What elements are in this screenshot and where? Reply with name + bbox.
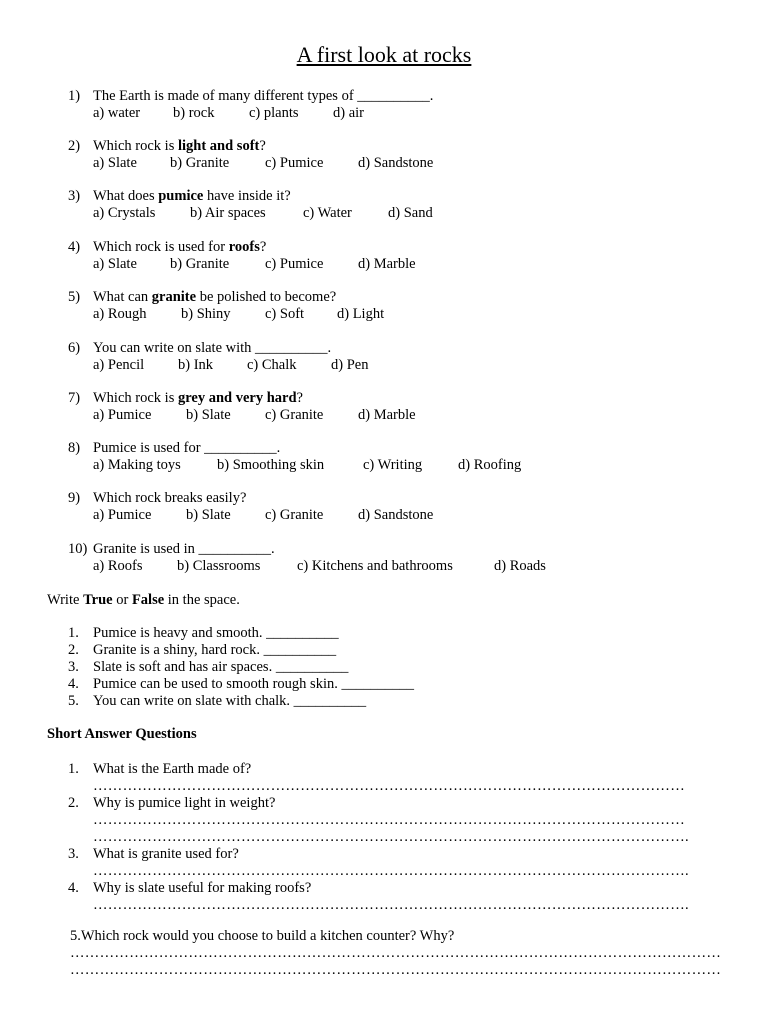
final-question: 5.Which rock would you choose to build a kitchen counter? Why? <box>70 928 455 944</box>
answer-option[interactable]: a) Crystals <box>93 205 156 221</box>
answer-option[interactable]: c) Water <box>303 205 352 221</box>
answer-line[interactable]: …………………………………………………………………………………………………………………… <box>70 962 722 978</box>
question-number: 5) <box>68 289 81 305</box>
question-text-part: Which rock breaks easily? <box>93 490 247 506</box>
instruction-text: Write <box>47 592 84 608</box>
question-text-part: be polished to become? <box>196 289 337 305</box>
question-text-part: Pumice is used for __________. <box>93 440 281 456</box>
answer-option[interactable]: a) Slate <box>93 155 137 171</box>
answer-option[interactable]: c) Granite <box>265 507 324 523</box>
answer-option[interactable]: b) Granite <box>170 256 230 272</box>
answer-option[interactable]: c) Pumice <box>265 155 324 171</box>
item-statement[interactable]: Slate is soft and has air spaces. __________ <box>93 659 349 675</box>
true-false-instruction <box>47 592 240 609</box>
item-number: 1. <box>68 761 79 777</box>
item-number: 4. <box>68 880 79 896</box>
item-number: 1. <box>68 625 79 641</box>
question-number: 7) <box>68 390 81 406</box>
answer-option[interactable]: d) Sandstone <box>358 155 434 171</box>
question-number: 9) <box>68 490 81 506</box>
answer-line[interactable]: …………………………………………………………………………………………………………. <box>93 863 689 879</box>
item-number: 2. <box>68 795 79 811</box>
answer-option[interactable]: b) Slate <box>186 407 231 423</box>
question-text-part: What can <box>93 289 152 305</box>
question-text: What is the Earth made of? <box>93 761 252 777</box>
answer-option[interactable]: b) Slate <box>186 507 231 523</box>
answer-option[interactable]: d) Marble <box>358 256 416 272</box>
question-text <box>93 390 303 407</box>
item-statement[interactable]: Pumice can be used to smooth rough skin. __________ <box>93 676 414 692</box>
question-number: 1) <box>68 88 81 104</box>
question-text-part: have inside it? <box>203 188 291 204</box>
question-text <box>93 490 246 507</box>
question-text-part: The Earth is made of many different types of __________. <box>93 88 434 104</box>
answer-option[interactable]: d) Pen <box>331 357 369 373</box>
question-text <box>93 88 433 105</box>
question-text-part: Which rock is <box>93 138 178 154</box>
answer-line[interactable]: ………………………………………………………………………………………………………… <box>93 812 685 828</box>
question-keyword: granite <box>151 289 197 305</box>
answer-option[interactable]: a) Pumice <box>93 507 152 523</box>
answer-option[interactable]: a) Slate <box>93 256 137 272</box>
item-number: 3. <box>68 659 79 675</box>
question-number: 8) <box>68 440 81 456</box>
question-text: Why is slate useful for making roofs? <box>93 880 312 896</box>
question-keyword: grey and very hard <box>177 390 297 406</box>
answer-option[interactable]: d) Sandstone <box>358 507 434 523</box>
question-number: 3) <box>68 188 81 204</box>
answer-option[interactable]: a) Rough <box>93 306 147 322</box>
answer-option[interactable]: a) Pumice <box>93 407 152 423</box>
question-number: 4) <box>68 239 81 255</box>
question-text: Why is pumice light in weight? <box>93 795 276 811</box>
answer-option[interactable]: b) Classrooms <box>177 558 261 574</box>
answer-line[interactable]: …………………………………………………………………………………………………………. <box>93 897 689 913</box>
answer-option[interactable]: d) Sand <box>388 205 433 221</box>
question-text-part: You can write on slate with __________. <box>93 340 332 356</box>
question-number: 2) <box>68 138 81 154</box>
answer-line[interactable]: …………………………………………………………………………………………………………………… <box>70 945 722 961</box>
answer-option[interactable]: d) Roofing <box>458 457 522 473</box>
question-text <box>93 239 266 256</box>
instruction-true: True <box>83 592 113 608</box>
question-text: What is granite used for? <box>93 846 239 862</box>
question-number: 6) <box>68 340 81 356</box>
answer-option[interactable]: c) Pumice <box>265 256 324 272</box>
answer-option[interactable]: a) Pencil <box>93 357 145 373</box>
question-number: 10) <box>68 541 88 557</box>
page-title: A first look at rocks <box>296 42 472 67</box>
question-keyword: pumice <box>158 188 204 204</box>
question-text-part: What does <box>93 188 159 204</box>
answer-option[interactable]: c) plants <box>249 105 299 121</box>
answer-option[interactable]: a) Making toys <box>93 457 181 473</box>
answer-option[interactable]: c) Granite <box>265 407 324 423</box>
answer-option[interactable]: b) rock <box>173 105 215 121</box>
item-number: 4. <box>68 676 79 692</box>
question-text-part: Which rock is <box>93 390 178 406</box>
question-keyword: light and soft <box>177 138 260 154</box>
question-text <box>93 138 266 155</box>
question-text <box>93 541 275 558</box>
answer-line[interactable]: …………………………………………………………………………………………………………. <box>93 829 689 845</box>
answer-option[interactable]: b) Shiny <box>181 306 231 322</box>
instruction-text: in the space. <box>164 592 240 608</box>
answer-option[interactable]: d) Marble <box>358 407 416 423</box>
question-text <box>93 440 280 457</box>
question-text-part: ? <box>296 390 303 406</box>
answer-option[interactable]: a) Roofs <box>93 558 143 574</box>
item-statement[interactable]: Granite is a shiny, hard rock. __________ <box>93 642 337 658</box>
answer-option[interactable]: d) air <box>333 105 364 121</box>
instruction-text: or <box>112 592 132 608</box>
answer-option[interactable]: c) Chalk <box>247 357 297 373</box>
answer-line[interactable]: ………………………………………………………………………………………………………… <box>93 778 685 794</box>
question-text <box>93 188 291 205</box>
item-statement[interactable]: Pumice is heavy and smooth. __________ <box>93 625 339 641</box>
item-number: 2. <box>68 642 79 658</box>
question-text-part: ? <box>259 138 266 154</box>
question-keyword: roofs <box>228 239 260 255</box>
answer-option[interactable]: a) water <box>93 105 141 121</box>
question-text <box>93 289 336 306</box>
answer-option[interactable]: b) Smoothing skin <box>217 457 325 473</box>
short-answer-heading: Short Answer Questions <box>47 726 197 742</box>
item-statement[interactable]: You can write on slate with chalk. __________ <box>93 693 367 709</box>
answer-option[interactable]: b) Ink <box>178 357 214 373</box>
item-number: 3. <box>68 846 79 862</box>
answer-option[interactable]: c) Writing <box>363 457 423 473</box>
question-text-part: Which rock is used for <box>93 239 229 255</box>
answer-option[interactable]: d) Roads <box>494 558 546 574</box>
item-number: 5. <box>68 693 79 709</box>
instruction-false: False <box>131 592 165 608</box>
answer-option[interactable]: b) Granite <box>170 155 230 171</box>
answer-option[interactable]: d) Light <box>337 306 385 322</box>
answer-option[interactable]: b) Air spaces <box>190 205 266 221</box>
question-text-part: Granite is used in __________. <box>93 541 275 557</box>
question-text-part: ? <box>259 239 267 255</box>
answer-option[interactable]: c) Kitchens and bathrooms <box>297 558 453 574</box>
answer-option[interactable]: c) Soft <box>265 306 305 322</box>
question-text <box>93 340 331 357</box>
